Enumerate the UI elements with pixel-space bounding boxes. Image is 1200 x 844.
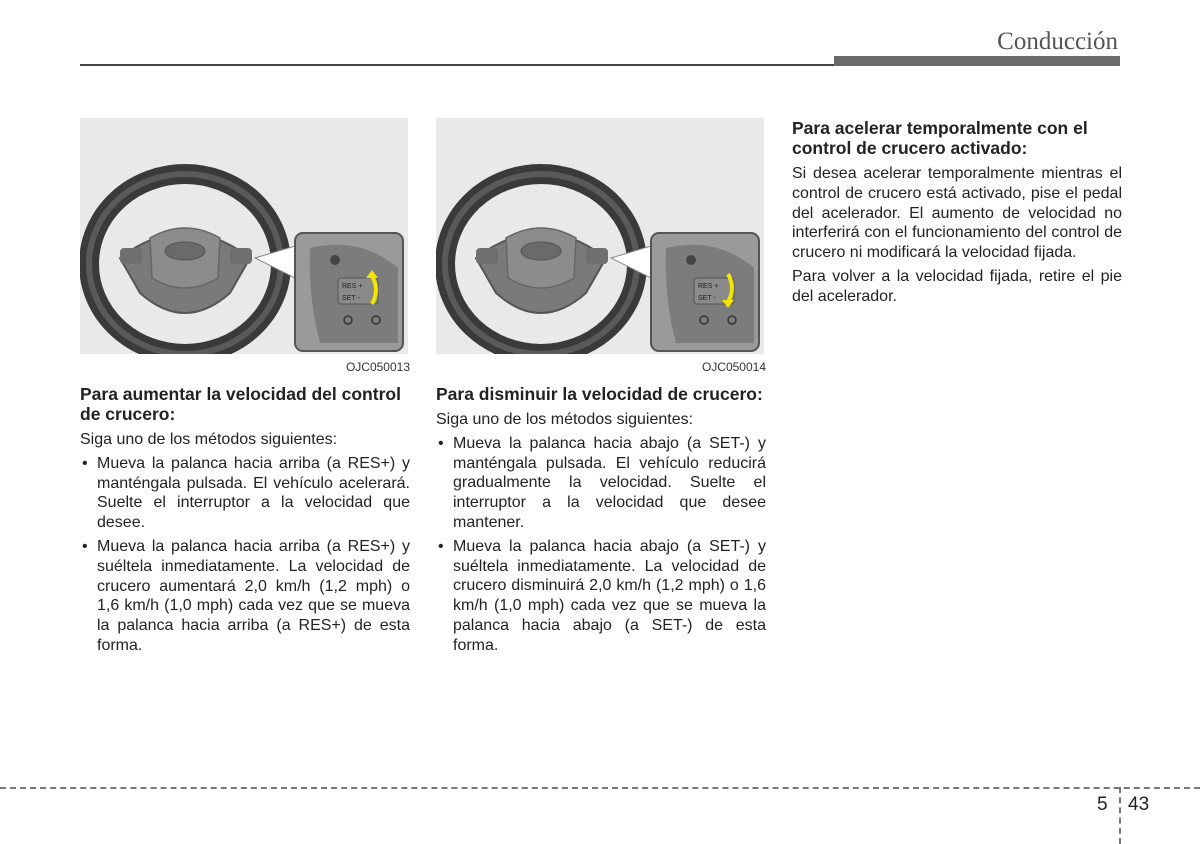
list-item: • Mueva la palanca hacia arriba (a RES+) y manténgala pulsada. El vehículo acelerará. Suelte el interruptor a la velocidad que desee. (82, 454, 410, 532)
section-intro: Siga uno de los métodos siguientes: (436, 411, 694, 428)
header-rule (80, 64, 836, 66)
footer-divider (0, 787, 1200, 789)
section-heading: Para aumentar la velocidad del control de crucero: (80, 384, 401, 424)
bullet-icon: • (438, 537, 444, 555)
column-temporary-acceleration (792, 118, 1122, 311)
column-increase-speed (80, 118, 410, 660)
set-label: SET - (342, 295, 360, 302)
list-item: • Mueva la palanca hacia abajo (a SET-) y manténgala pulsada. El vehículo reducirá gradualmente la velocidad. Suelte el interruptor a la velocidad que desee mantener. (438, 434, 766, 531)
bullet-list (436, 434, 766, 656)
section-heading: Para disminuir la velocidad de crucero: (436, 384, 763, 404)
chapter-number: 5 (1097, 794, 1108, 815)
set-label: SET - (698, 295, 716, 302)
section-heading: Para acelerar temporalmente con el control de crucero activado: (792, 118, 1088, 158)
header-bar (834, 56, 1120, 66)
steering-wheel-figure-res (80, 118, 408, 354)
bullet-icon: • (82, 454, 88, 472)
list-item: • Mueva la palanca hacia arriba (a RES+) y suéltela inmediatamente. La velocidad de crucero aumentará 2,0 km/h (1,2 mph) o 1,6 km/h (1,0 mph) cada vez que se mueva la palanca hacia arriba (a RES+) de esta forma. (82, 537, 410, 654)
list-item: • Mueva la palanca hacia abajo (a SET-) y suéltela inmediatamente. La velocidad de crucero disminuirá 2,0 km/h (1,2 mph) o 1,6 km/h (1,0 mph) cada vez que se mueva la palanca hacia abajo (a SET-) de esta forma. (438, 537, 766, 654)
res-label: RES + (342, 283, 363, 290)
paragraph: Para volver a la velocidad fijada, retire el pie del acelerador. (792, 267, 1122, 305)
bullet-list (80, 454, 410, 656)
figure-code: OJC050014 (701, 360, 766, 374)
steering-wheel-illustration (436, 118, 764, 354)
steering-wheel-figure-set (436, 118, 764, 354)
steering-wheel-illustration (80, 118, 408, 354)
bullet-icon: • (438, 434, 444, 452)
paragraph: Si desea acelerar temporalmente mientras el control de crucero está activado, pise el pedal del acelerador. El aumento de velocidad no interferirá con el funcionamiento del control de crucero ni modificará la velocidad fijada. (792, 165, 1122, 262)
column-decrease-speed (436, 118, 766, 660)
page-number: 43 (1128, 794, 1150, 815)
bullet-icon: • (82, 537, 88, 555)
section-intro: Siga uno de los métodos siguientes: (80, 431, 338, 448)
res-label: RES + (698, 283, 719, 290)
figure-code: OJC050013 (345, 360, 410, 374)
chapter-title: Conducción (997, 28, 1118, 55)
page-number-divider (1119, 787, 1121, 844)
